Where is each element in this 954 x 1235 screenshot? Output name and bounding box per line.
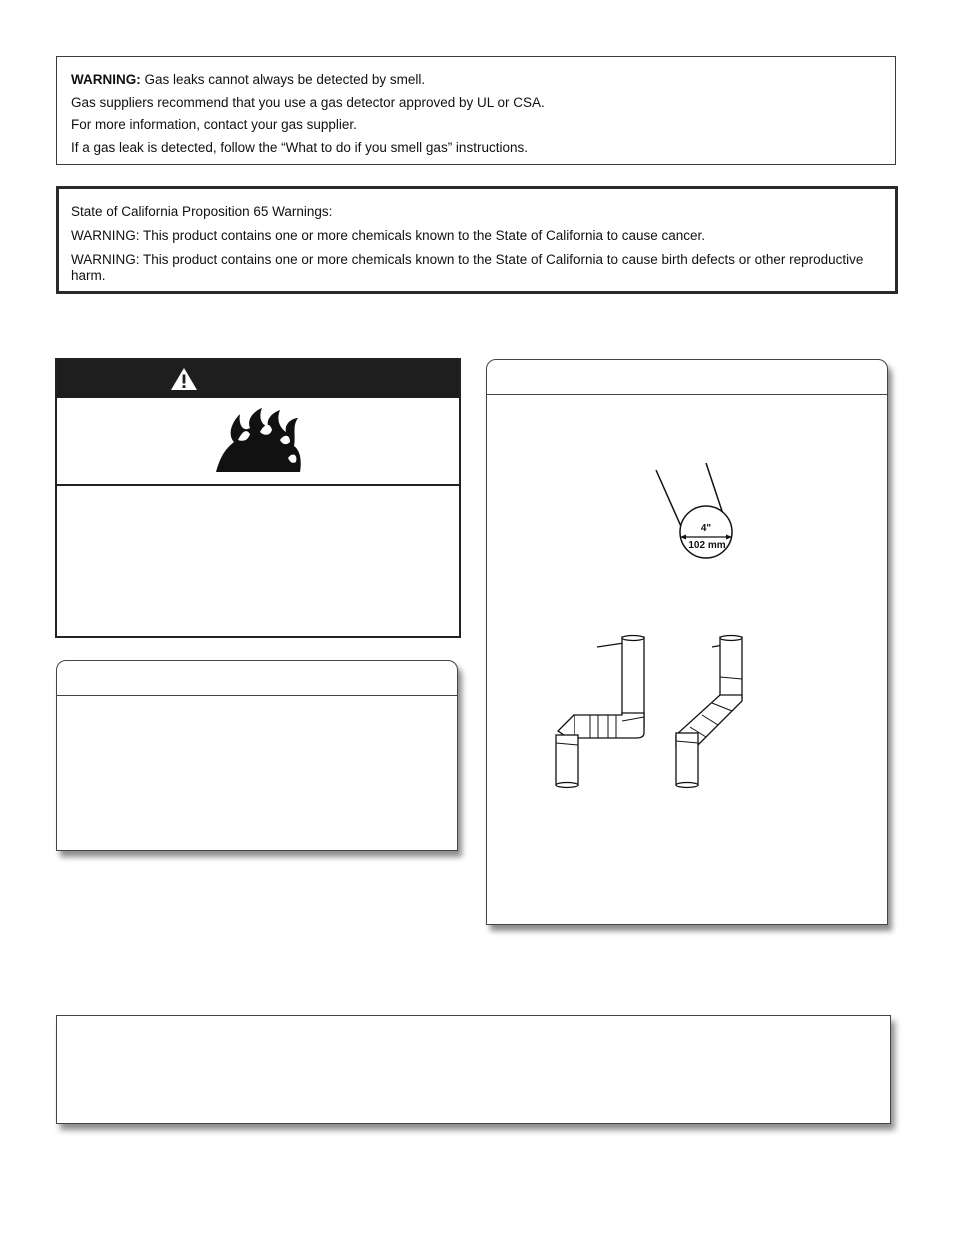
vent-diagram-header xyxy=(487,360,887,395)
gas-warning-line-1-text: Gas leaks cannot always be detected by smell. xyxy=(140,72,426,87)
gas-warning-line-1 xyxy=(71,69,881,92)
prop65-title: State of California Proposition 65 Warnings: xyxy=(71,204,333,219)
duct-diameter-inches: 4" xyxy=(700,523,712,534)
hazard-icon-row xyxy=(57,398,459,486)
prop65-warning-birth-defects: WARNING: This product contains one or more chemicals known to the State of California to cause birth defects or other reproductive harm. xyxy=(71,252,864,283)
danger-header xyxy=(57,360,459,398)
prop65-warning-box xyxy=(56,186,898,294)
fire-hazard-icon xyxy=(214,406,304,476)
fire-hazard-warning-box xyxy=(55,358,461,638)
warning-triangle-icon xyxy=(170,367,198,391)
duct-diameter-mm: 102 mm xyxy=(688,540,726,551)
gas-warning-line-3: For more information, contact your gas supplier. xyxy=(71,117,357,132)
offset-elbow-duct-diagram xyxy=(552,635,662,795)
prop65-warning-cancer: WARNING: This product contains one or more chemicals known to the State of California to cause cancer. xyxy=(71,228,706,243)
gas-warning-lead: WARNING: xyxy=(71,72,141,87)
info-panel-left-header xyxy=(57,661,457,696)
duct-diameter-diagram xyxy=(642,460,772,580)
gas-warning-line-2: Gas suppliers recommend that you use a gas detector approved by UL or CSA. xyxy=(71,94,545,110)
gas-warning-line-4: If a gas leak is detected, follow the “What to do if you smell gas” instructions. xyxy=(71,139,528,155)
gas-warning-box xyxy=(56,56,896,165)
info-panel-left xyxy=(56,660,458,851)
bottom-info-box xyxy=(56,1015,891,1124)
vent-diagram-panel xyxy=(486,359,888,925)
angled-duct-diagram xyxy=(672,635,782,795)
